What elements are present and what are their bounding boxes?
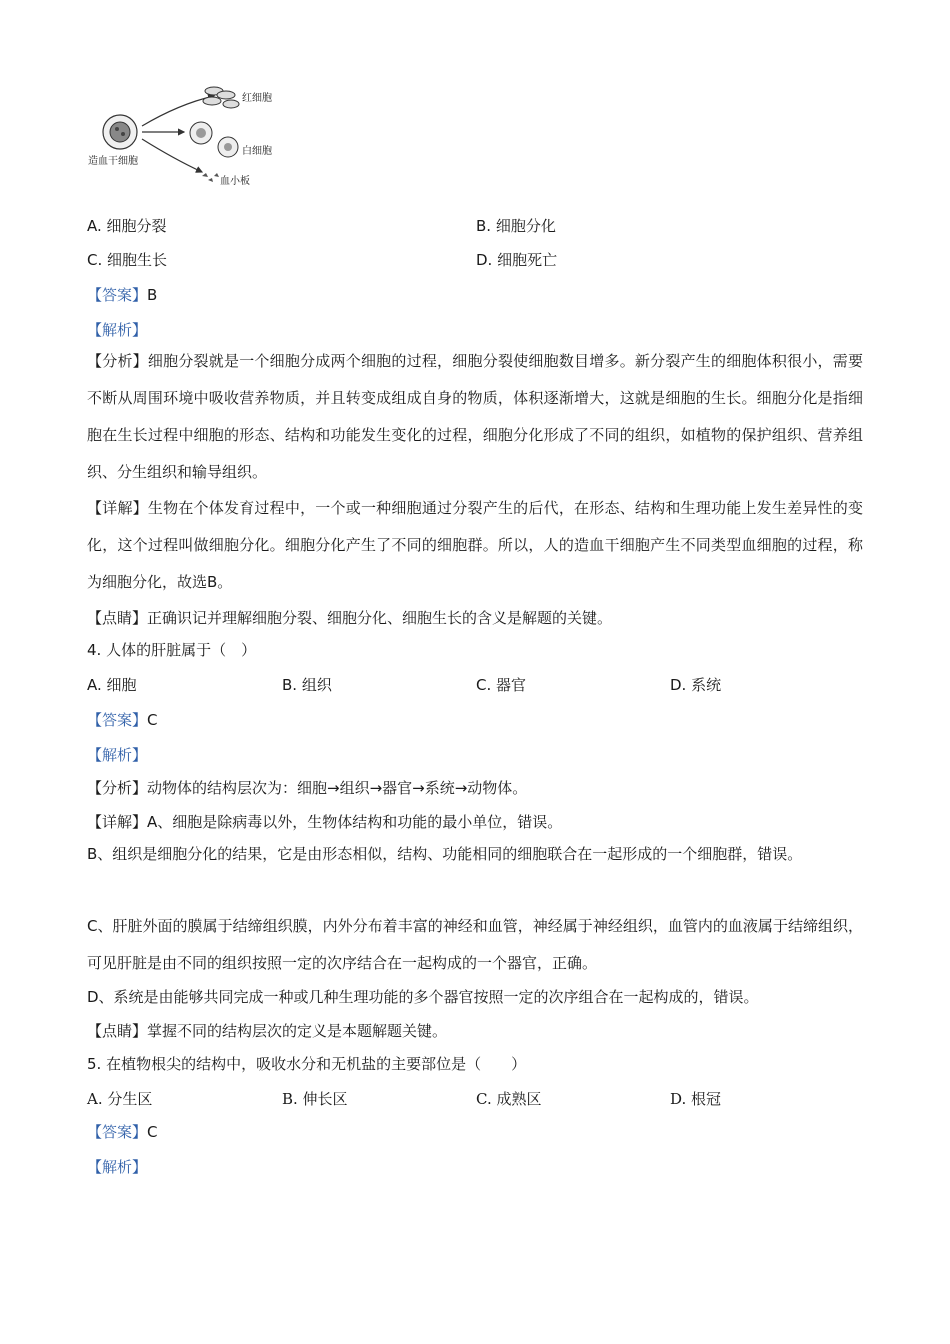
answer-value: C: [147, 711, 158, 729]
dianjing-tag: 【点睛】: [87, 1022, 148, 1040]
q5-answer: [87, 1122, 158, 1142]
q4-option-c: C. 器官: [476, 676, 527, 694]
q4-option-a: A. 细胞: [87, 676, 137, 694]
dianjing-tag: 【点睛】: [87, 609, 148, 627]
answer-tag: 【答案】: [87, 711, 148, 729]
fenxi-text: 细胞分裂就是一个细胞分成两个细胞的过程，细胞分裂使细胞数目增多。新分裂产生的细胞体积很小，需要不断从周围环境中吸收营养物质，并且转变成组成自身的物质，体积逐渐增大，这就是细胞的生长。细胞分化是指细胞在生长过程中细胞的形态、结构和功能发生变化的过程，细胞分化形成了不同的组织，如植物的保护组织、营养组织、分生组织和输导组织。: [87, 352, 863, 481]
q3-option-b: B. 细胞分化: [476, 217, 556, 235]
q3-fenxi: [87, 343, 863, 491]
q4-detail-d: D、系统是由能够共同完成一种或几种生理功能的多个器官按照一定的次序组合在一起构成的，错误。: [87, 988, 759, 1006]
white-cells-drawing: [190, 122, 238, 157]
xiangjie-tag: 【详解】: [87, 499, 148, 517]
fenxi-tag: 【分析】: [87, 779, 148, 797]
xiangjie-tag: 【详解】: [87, 813, 148, 831]
q4-option-d: D. 系统: [670, 676, 722, 694]
q5-option-d: D. 根冠: [670, 1090, 722, 1108]
q4-answer: [87, 710, 158, 730]
answer-tag: 【答案】: [87, 1123, 148, 1141]
red-cell-label: 红细胞: [242, 93, 272, 104]
platelet-label: 血小板: [220, 176, 250, 187]
xiangjie-text: A、细胞是除病毒以外，生物体结构和功能的最小单位，错误。: [147, 813, 563, 831]
fenxi-text: 动物体的结构层次为：细胞→组织→器官→系统→动物体。: [147, 779, 528, 797]
cell-differentiation-figure: [84, 84, 284, 194]
answer-value: B: [147, 286, 158, 304]
q4-question: 4. 人体的肝脏属于（ ）: [87, 641, 257, 659]
q5-option-c: C. 成熟区: [476, 1090, 542, 1108]
q5-option-b: B. 伸长区: [282, 1090, 348, 1108]
q4-fenxi: [87, 778, 527, 798]
stem-cell-drawing: [103, 115, 137, 149]
red-cells-drawing: [203, 87, 239, 108]
answer-tag: 【答案】: [87, 286, 148, 304]
platelets-drawing: [202, 173, 219, 182]
q4-analysis-tag: 【解析】: [87, 746, 148, 764]
dianjing-text: 掌握不同的结构层次的定义是本题解题关键。: [147, 1022, 448, 1040]
q4-dianjing: [87, 1021, 447, 1041]
xiangjie-text: 生物在个体发育过程中，一个或一种细胞通过分裂产生的后代，在形态、结构和生理功能上发生差异性的变化，这个过程叫做细胞分化。细胞分化产生了不同的细胞群。所以，人的造血干细胞产生不同类型血细胞的过程，称为细胞分化，故选B。: [87, 499, 863, 591]
q4-option-b: B. 组织: [282, 676, 332, 694]
q3-option-c: C. 细胞生长: [87, 251, 168, 269]
q5-question: 5. 在植物根尖的结构中，吸收水分和无机盐的主要部位是（ ）: [87, 1055, 527, 1073]
q3-dianjing: [87, 608, 612, 628]
q3-option-d: D. 细胞死亡: [476, 251, 558, 269]
q4-detail-c: C、肝脏外面的膜属于结缔组织膜，内外分布着丰富的神经和血管，神经属于神经组织，血管内的血液属于结缔组织，可见肝脏是由不同的组织按照一定的次序结合在一起构成的一个器官，正确。: [87, 917, 863, 972]
q3-option-a: A. 细胞分裂: [87, 217, 167, 235]
q5-option-a: A. 分生区: [87, 1090, 153, 1108]
q5-analysis-tag: 【解析】: [87, 1158, 148, 1176]
q4-detail-b: B、组织是细胞分化的结果，它是由形态相似，结构、功能相同的细胞联合在一起形成的一个细胞群，错误。: [87, 845, 803, 863]
dianjing-text: 正确识记并理解细胞分裂、细胞分化、细胞生长的含义是解题的关键。: [147, 609, 613, 627]
fenxi-tag: 【分析】: [87, 352, 148, 370]
white-cell-label: 白细胞: [242, 146, 272, 157]
stem-cell-label: 造血干细胞: [88, 156, 138, 167]
q3-xiangjie: [87, 490, 863, 601]
q4-xiangjie: [87, 812, 562, 832]
answer-value: C: [147, 1123, 158, 1141]
q3-answer: [87, 285, 157, 305]
q3-analysis-tag: 【解析】: [87, 321, 148, 339]
